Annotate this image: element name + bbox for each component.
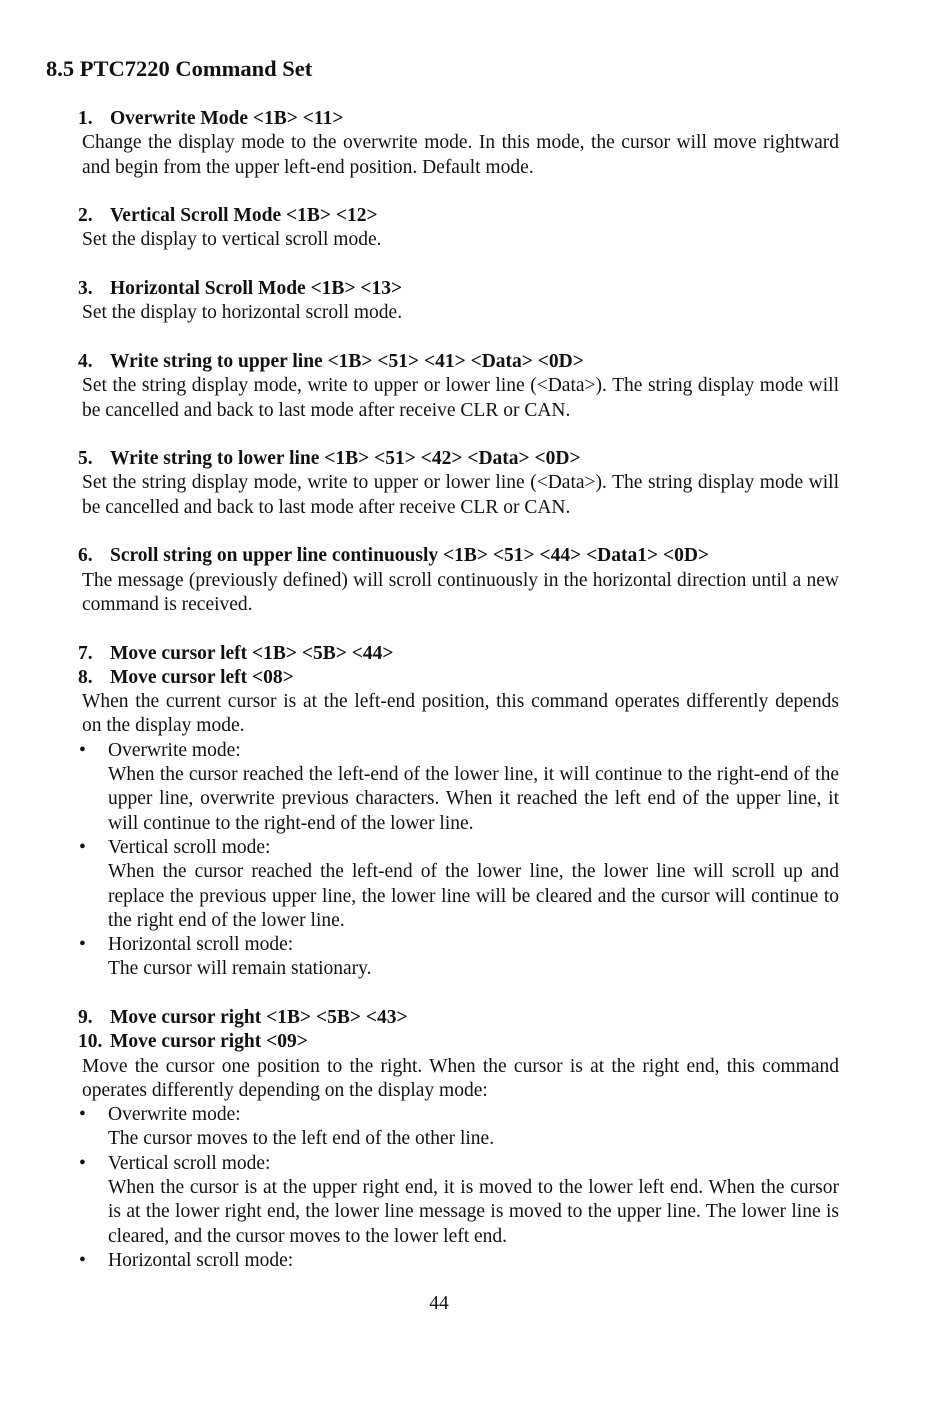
- list-item: [0, 836, 950, 933]
- command-title: Move cursor right <09>: [110, 1031, 308, 1053]
- mode-description: The cursor moves to the left end of the other line.: [108, 1128, 495, 1150]
- command-description: Move the cursor one position to the right. When the cursor is at the right end, this command operates differently depending on the display mode:: [82, 1055, 839, 1101]
- command-number: 4.: [78, 350, 93, 372]
- command-title: Scroll string on upper line continuously <1B> <51> <44> <Data1> <0D>: [110, 545, 710, 567]
- command-heading-9: [0, 1006, 950, 1030]
- command-heading-7: [0, 642, 950, 666]
- bullet-icon: •: [79, 1104, 86, 1126]
- command-description: The message (previously defined) will scroll continuously in the horizontal direction until a new command is received.: [82, 569, 839, 615]
- command-number: 10.: [78, 1031, 103, 1053]
- list-item: [0, 739, 950, 836]
- command-number: 6.: [78, 545, 93, 567]
- bullet-icon: •: [79, 739, 86, 761]
- command-description: Change the display mode to the overwrite mode. In this mode, the cursor will move rightward and begin from the upper left-end position. Default mode.: [82, 132, 839, 178]
- mode-label: Vertical scroll mode:: [108, 1152, 271, 1174]
- command-number: 1.: [78, 108, 93, 129]
- command-number: 7.: [78, 642, 93, 664]
- mode-description: When the cursor is at the upper right end, it is moved to the lower left end. When the cursor is at the lower right end, the lower line message is moved to the upper line. The lower line is cleared, and the cursor moves to the lower left end.: [108, 1177, 839, 1247]
- list-item: [0, 933, 950, 982]
- list-item: [0, 1103, 950, 1152]
- command-title: Vertical Scroll Mode <1B> <12>: [110, 205, 378, 227]
- command-title: Move cursor right <1B> <5B> <43>: [110, 1006, 408, 1028]
- command-heading-8: [0, 666, 950, 690]
- command-number: 8.: [78, 666, 93, 688]
- mode-label: Overwrite mode:: [108, 1104, 241, 1126]
- command-description: Set the string display mode, write to upper or lower line (<Data>). The string display mode will be cancelled and back to last mode after receive CLR or CAN.: [82, 472, 839, 518]
- command-heading-4: [0, 350, 950, 374]
- command-heading-2: [0, 204, 950, 228]
- command-heading-5: [0, 447, 950, 471]
- command-heading-10: [0, 1030, 950, 1054]
- bullet-icon: •: [79, 1249, 86, 1271]
- mode-label: Horizontal scroll mode:: [108, 1249, 294, 1271]
- command-number: 9.: [78, 1006, 93, 1028]
- command-description: When the current cursor is at the left-end position, this command operates differently depends on the display mode.: [82, 691, 839, 737]
- command-description: Set the string display mode, write to upper or lower line (<Data>). The string display mode will be cancelled and back to last mode after receive CLR or CAN.: [82, 375, 839, 421]
- bullet-icon: •: [79, 1152, 86, 1174]
- mode-label: Overwrite mode:: [108, 739, 241, 761]
- mode-label: Vertical scroll mode:: [108, 836, 271, 858]
- command-list: [0, 107, 950, 1273]
- list-item: [0, 1152, 950, 1249]
- page-number: 44: [429, 1293, 449, 1314]
- command-title: Horizontal Scroll Mode <1B> <13>: [110, 278, 403, 300]
- command-title: Move cursor left <1B> <5B> <44>: [110, 642, 394, 664]
- mode-label: Horizontal scroll mode:: [108, 934, 294, 956]
- section-title: 8.5 PTC7220 Command Set: [46, 56, 313, 81]
- command-description: Set the display to vertical scroll mode.: [82, 229, 382, 251]
- command-description: Set the display to horizontal scroll mode.: [82, 302, 403, 324]
- mode-description: The cursor will remain stationary.: [108, 958, 372, 980]
- command-title: Move cursor left <08>: [110, 666, 294, 688]
- command-title: Overwrite Mode <1B> <11>: [110, 108, 344, 129]
- command-heading-6: [0, 544, 950, 568]
- command-title: Write string to lower line <1B> <51> <42> <Data> <0D>: [110, 448, 581, 470]
- mode-description: When the cursor reached the left-end of the lower line, the lower line will scroll up and replace the previous upper line, the lower line will be cleared and the cursor will continue to the right end of the lower line.: [108, 861, 839, 931]
- list-item: [0, 1249, 950, 1273]
- mode-description: When the cursor reached the left-end of the lower line, it will continue to the right-end of the upper line, overwrite previous characters. When it reached the left end of the upper line, it will continue to the right-end of the lower line.: [108, 764, 839, 834]
- command-heading-3: [0, 277, 950, 301]
- command-number: 2.: [78, 205, 93, 227]
- command-heading-1: [0, 107, 950, 131]
- command-number: 3.: [78, 278, 93, 300]
- command-number: 5.: [78, 448, 93, 470]
- bullet-icon: •: [79, 836, 86, 858]
- bullet-icon: •: [79, 934, 86, 956]
- command-title: Write string to upper line <1B> <51> <41> <Data> <0D>: [110, 350, 584, 372]
